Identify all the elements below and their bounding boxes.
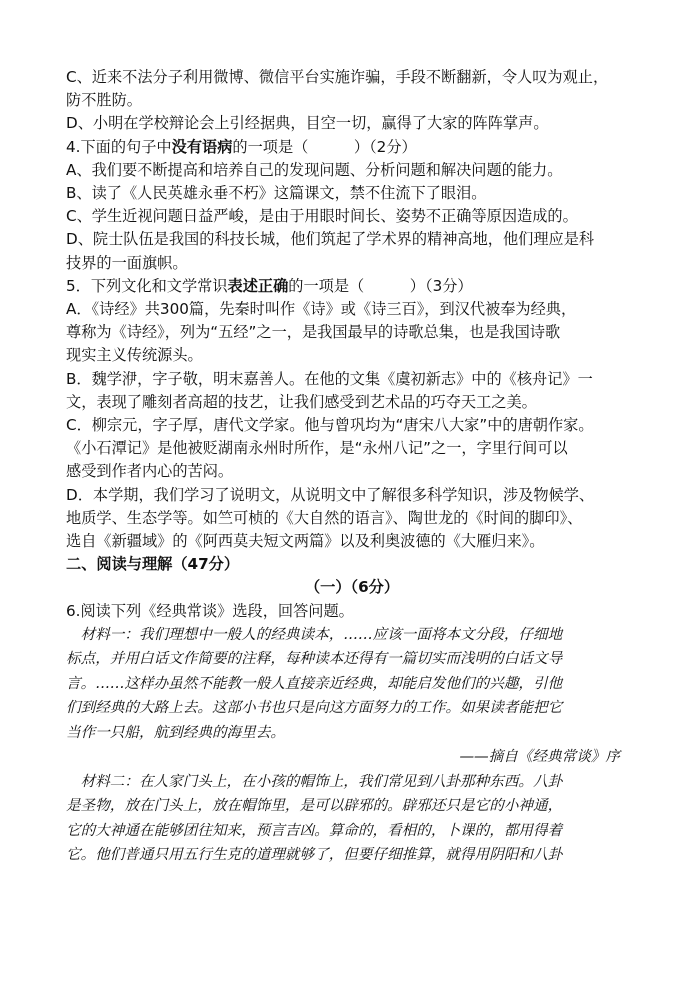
exam-page — [66, 66, 638, 868]
part-1-heading: （一）（6分） — [304, 578, 400, 597]
option-4b: B、读了《人民英雄永垂不朽》这篇课文，禁不住流下了眼泪。 — [66, 184, 487, 203]
section-2-heading: 二、阅读与理解（47分） — [66, 555, 240, 574]
option-3c: C、近来不法分子利用微博、微信平台实施诈骗，手段不断翻新，令人叹为观止， — [66, 68, 609, 86]
option-4d-cont: 技界的一面旗帜。 — [66, 253, 188, 272]
question-6: 6.阅读下列《经典常谈》选段，回答问题。 — [66, 601, 354, 620]
option-5c-cont2: 感受到作者内心的苦闷。 — [66, 462, 234, 481]
option-5d: D．本学期，我们学习了说明文，从说明文中了解很多科学知识，涉及物候学、 — [66, 485, 595, 504]
material-2-cont2: 它的大神通在能够团往知来，预言吉凶。算命的，看相的，卜课的，都用得着 — [66, 821, 563, 839]
option-3c-cont: 防不胜防。 — [66, 91, 142, 110]
option-4c: C、学生近视问题日益严峻，是由于用眼时间长、姿势不正确等原因造成的。 — [66, 207, 578, 226]
material-1-source: ——摘自《经典常谈》序 — [459, 748, 620, 766]
material-1-cont2: 言。……这样办虽然不能教一般人直接亲近经典，却能启发他们的兴趣，引他 — [66, 674, 563, 692]
material-2-cont3: 它。他们普通只用五行生克的道理就够了，但要仔细推算，就得用阴阳和八卦 — [66, 846, 563, 864]
material-2-cont: 是圣物，放在门头上，放在帽饰里，是可以辟邪的。辟邪还只是它的小神通， — [66, 797, 563, 815]
question-4-emphasis: 没有语病 — [171, 137, 233, 156]
option-3d: D、小明在学校辩论会上引经据典，目空一切，赢得了大家的阵阵掌声。 — [66, 114, 549, 133]
option-5d-cont2: 选自《新疆域》的《阿西莫夫短文两篇》以及利奥波德的《大雁归来》。 — [66, 532, 545, 551]
option-5c-cont: 《小石潭记》是他被贬湖南永州时所作，是“永州八记”之一，字里行间可以 — [66, 439, 568, 458]
option-4d: D、院士队伍是我国的科技长城，他们筑起了学术界的精神高地，他们理应是科 — [66, 230, 595, 249]
material-1-cont: 标点，并用白话文作简要的注释，每种读本还得有一篇切实而浅明的白话文导 — [66, 650, 563, 668]
question-5: 5．下列文化和文学常识表述正确的一项是（ ）（3分） — [66, 276, 473, 295]
option-5b: B．魏学洢，字子敬，明末嘉善人。在他的文集《虞初新志》中的《核舟记》一 — [66, 369, 593, 388]
option-5a: A．《诗经》共300篇，先秦时叫作《诗》或《诗三百》，到汉代被奉为经典， — [66, 300, 577, 319]
option-5a-cont2: 现实主义传统源头。 — [66, 346, 203, 365]
question-4: 4.下面的句子中没有语病的一项是（ ）（2分） — [66, 137, 417, 156]
option-5b-cont: 文，表现了雕刻者高超的技艺，让我们感受到艺术品的巧夺天工之美。 — [66, 392, 537, 411]
material-1-cont4: 当作一只船，航到经典的海里去。 — [66, 723, 285, 741]
option-5c: C．柳宗元，字子厚，唐代文学家。他与曾巩均为“唐宋八大家”中的唐朝作家。 — [66, 416, 594, 435]
material-2: 材料二：在人家门头上，在小孩的帽饰上，我们常见到八卦那种东西。八卦 — [80, 772, 563, 790]
option-5d-cont: 地质学、生态学等。如竺可桢的《大自然的语言》、陶世龙的《时间的脚印》、 — [66, 508, 583, 527]
option-4a: A、我们要不断提高和培养自己的发现问题、分析问题和解决问题的能力。 — [66, 160, 563, 179]
question-5-emphasis: 表述正确 — [227, 276, 289, 295]
option-5a-cont: 尊称为《诗经》，列为“五经”之一，是我国最早的诗歌总集，也是我国诗歌 — [66, 323, 561, 342]
material-1: 材料一：我们理想中一般人的经典读本，……应该一面将本文分段，仔细地 — [80, 625, 563, 643]
material-1-cont3: 们到经典的大路上去。这部小书也只是向这方面努力的工作。如果读者能把它 — [66, 699, 563, 717]
